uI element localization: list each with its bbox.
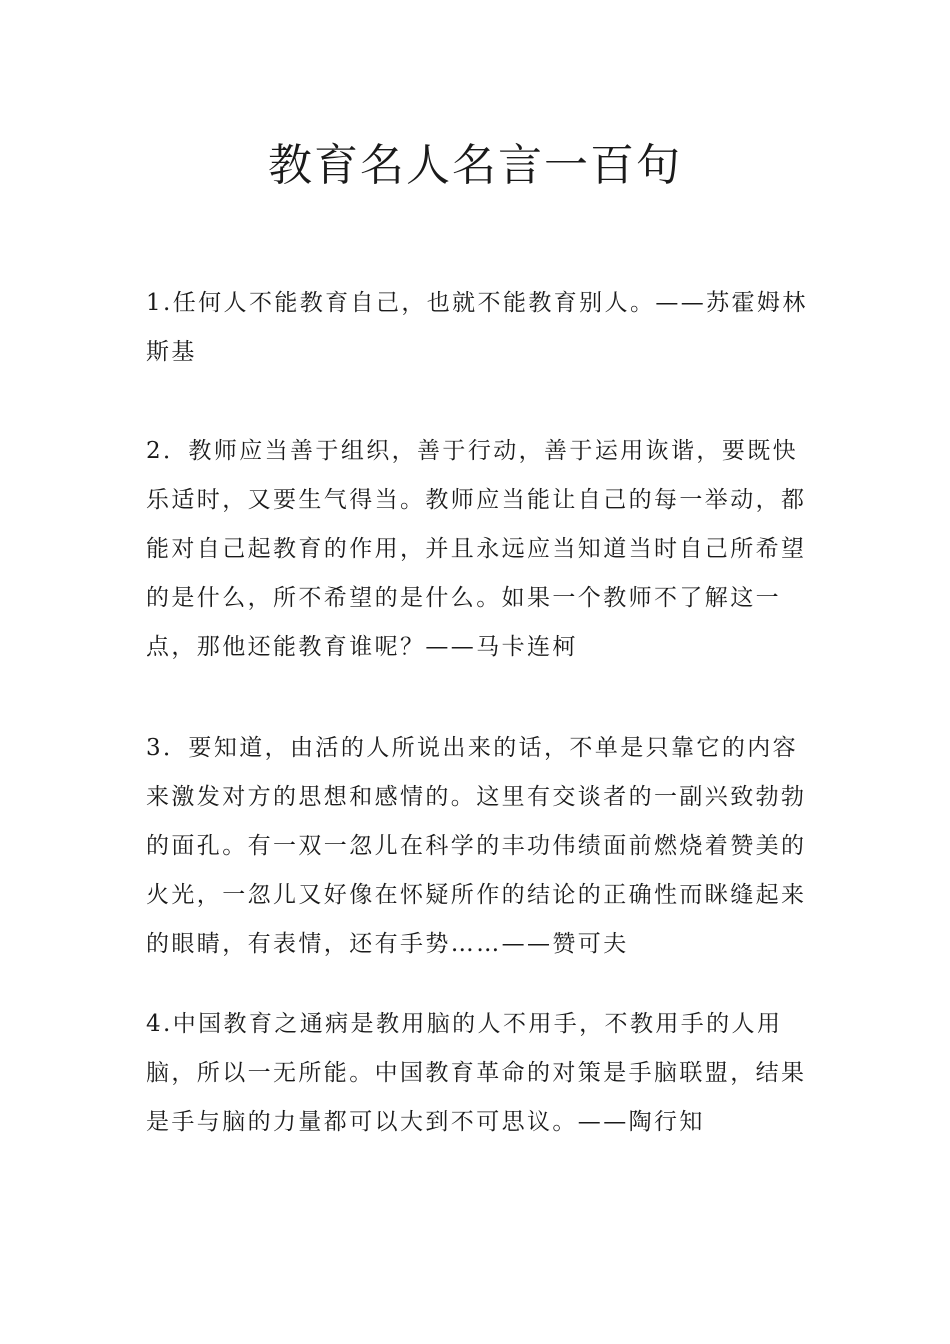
quote-paragraph: 4.中国教育之通病是教用脑的人不用手，不教用手的人用脑，所以一无所能。中国教育革命的对策是手脑联盟，结果是手与脑的力量都可以大到不可思议。——陶行知 [146,1011,807,1135]
page-title: 教育名人名言一百句 [268,140,682,191]
quote-paragraph: 3．要知道，由活的人所说出来的话，不单是只靠它的内容来激发对方的思想和感情的。这里有交谈者的一副兴致勃勃的面孔。有一双一忽儿在科学的丰功伟绩面前燃烧着赞美的火光，一忽儿又好像在怀疑所作的结论的正确性而眯缝起来的眼睛，有表情，还有手势……——赞可夫 [146,735,807,957]
quote-paragraph: 2．教师应当善于组织，善于行动，善于运用诙谐，要既快乐适时，又要生气得当。教师应当能让自己的每一举动，都能对自己起教育的作用，并且永远应当知道当时自己所希望的是什么，所不希望的是什么。如果一个教师不了解这一点，那他还能教育谁呢？——马卡连柯 [146,438,807,660]
quote-paragraph: 1.任何人不能教育自己，也就不能教育别人。——苏霍姆林斯基 [146,290,808,365]
